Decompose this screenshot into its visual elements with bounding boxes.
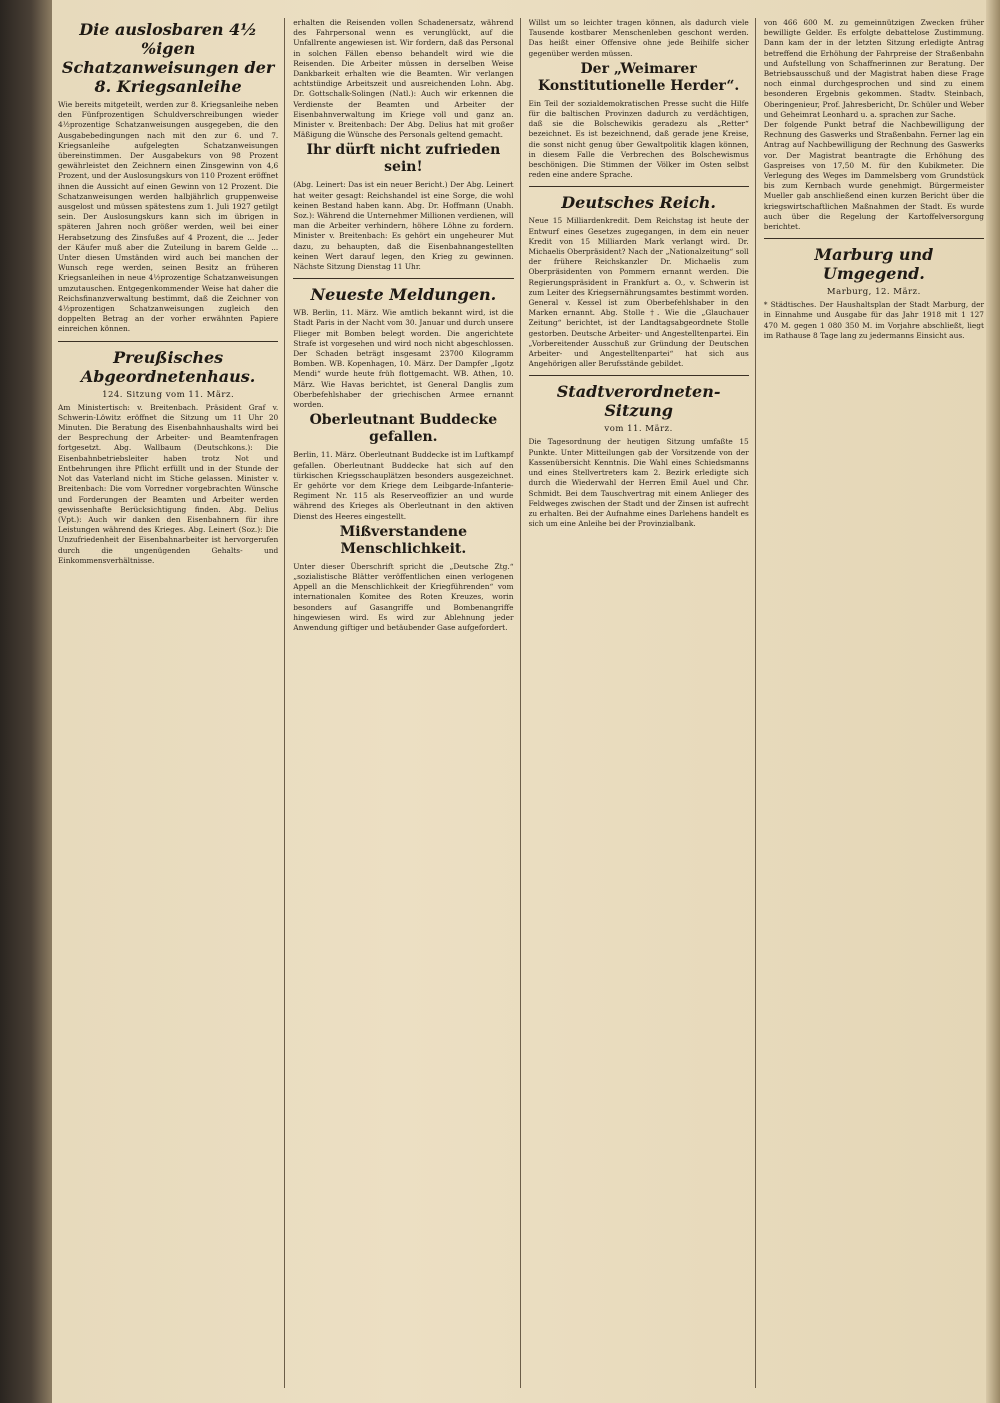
divider <box>529 186 749 187</box>
article-body: WB. Berlin, 11. März. Wie amtlich bekannt wird, ist die Stadt Paris in der Nacht vom 30. Januar und durch unsere Flieger mit Bomben belegt worden. Die angerichtete Strafe ist vorgesehen und wird noch nicht abgeschlossen. Der Schaden beträgt insgesamt 23700 Kilogramm Bomben. WB. Kopenhagen, 10. März. Der Dampfer „Igotz Mendi“ wurde heute früh flottgemacht. WB. Athen, 10. März. Wie Havas berichtet, ist General Danglis zum Oberbefehlshaber der griechischen Armee ernannt worden. <box>293 308 514 410</box>
article-title: Oberleutnant Buddecke gefallen. <box>309 412 498 446</box>
article-title: Mißverstandene Menschlichkeit. <box>339 523 467 557</box>
article-body: Der folgende Punkt betraf die Nachbewilligung der Rechnung des Gaswerks und Straßenbahn. Ferner lag ein Antrag auf Nachbewilligung der Rechnung des Gaswerks vor. Der Magistrat beantragte die Erhöhung des Gaspreises von 17,50 M. für den Kubikmeter. Die Verlegung des Weges im Dammelsberg vom Grundstück bis zum Kernbach wurde genehmigt. Bürgermeister Mueller gab anschließend einen kurzen Bericht über die kriegswirtschaftlichen Maßnahmen der Stadt. Es wurde auch über die Regelung der Kartoffelversorgung berichtet. <box>763 120 984 232</box>
column-3 <box>529 18 756 1388</box>
divider <box>293 278 513 279</box>
column-2 <box>293 18 520 1388</box>
article-body: Wie bereits mitgeteilt, werden zur 8. Kriegsanleihe neben den Fünfprozentigen Schuldverschreibungen wieder 4½prozentige Schatzanweisungen ausgegeben, die den Ausgabebedingungen nach mit den zur 6. und 7. Kriegsanleihe aufgelegten Schatzanweisungen übereinstimmen. Der Ausgabekurs von 98 Prozent gewährleistet den Zeichnern einen Zinsgewinn von 4,6 Prozent, und der Auslosungskurs von 110 Prozent eröffnet ihnen die Aussicht auf einen Gewinn von 12 Prozent. Die Schatzanweisungen werden halbjährlich gruppenweise ausgelost und müssen spätestens zum 1. Juli 1927 getilgt sein. Der Auslosungskurs kann sich im übrigen in späteren Jahren noch größer werden, weil bei einer Herabsetzung des Zinsfußes auf 4 Prozent, die ... Jeder der Käufer muß aber die Zuteilung in barem Gelde ... Unter diesen Umständen wird auch bei manchen der Wunsch rege werden, seinen Besitz an früheren Kriegsanleihen in neue 4½prozentige Schatzanweisungen umzutauschen. Entgegenkommender Weise hat daher die Reichsfinanzverwaltung bestimmt, daß die Zeichner von 4½prozentigen Schatzanweisungen zugleich den doppelten Betrag an der vorher erwähnten Papiere einreichen können. <box>58 100 279 334</box>
article-body: Unter dieser Überschrift spricht die „Deutsche Ztg.“ „sozialistische Blätter veröffentlichen einen verlogenen Appell an die Menschlichkeit der Kriegführenden“ vom internationalen Komitee des Roten Kreuzes, worin besonders auf Gasangriffe und Bombenangriffe hingewiesen wird. Es wird zur Ablehnung jeder Anwendung giftiger und betäubender Gase aufgefordert. <box>293 561 514 632</box>
book-binding <box>0 0 52 1403</box>
article-body: Ein Teil der sozialdemokratischen Presse sucht die Hilfe für die baltischen Provinzen dadurch zu verdächtigen, daß sie die Bolschewikis geradezu als „Retter“ bezeichnet. Es ist bezeichnend, daß gerade jene Kreise, die sonst nicht genug über Gewaltpolitik klagen können, in diesem Falle die Verbrechen des Bolschewismus beschönigen. Die Stimmen der Völker im Osten selbst reden eine andere Sprache. <box>528 98 749 180</box>
article-title: Stadtverordneten-Sitzung <box>556 382 721 421</box>
article-subtitle: vom 11. März. <box>604 424 673 435</box>
columns-container <box>58 18 990 1388</box>
article-title: Die auslosbaren 4½ %igen Schatzanweisungen der 8. Kriegsanleihe <box>61 20 275 96</box>
article-body: Am Ministertisch: v. Breitenbach. Präsident Graf v. Schwerin-Löwitz eröffnet die Sitzung um 11 Uhr 20 Minuten. Die Beratung des Eisenbahnhaushalts wird bei der Besprechung der Arbeiter- und Beamtenfragen fortgesetzt. Abg. Wallbaum (Deutschkons.): Die Eisenbahnbetriebsleiter haben trotz Not und Entbehrungen ihre Pflicht erfüllt und in der Stunde der Not das Vaterland nicht im Stiche gelassen. Minister v. Breitenbach: Die vom Vorredner vorgebrachten Wünsche und Forderungen der Beamten und Arbeiter werden gewissenhafte Berücksichtigung finden. Abg. Delius (Vpt.): Auch wir danken den Eisenbahnern für ihre Leistungen während des Krieges. Abg. Leinert (Soz.): Die Unzufriedenheit der Eisenbahnarbeiter ist hervorgerufen durch die ungenügenden Gehalts- und Einkommensverhältnisse. <box>58 402 279 565</box>
divider <box>58 341 278 342</box>
divider <box>529 375 749 376</box>
divider <box>764 238 984 239</box>
article-title: Preußisches Abgeordnetenhaus. <box>80 347 256 386</box>
article-title: Deutsches Reich. <box>561 193 716 213</box>
article-body: Berlin, 11. März. Oberleutnant Buddecke ist im Luftkampf gefallen. Oberleutnant Buddecke hat sich auf den türkischen Kriegsschauplätzen besonders ausgezeichnet. Er gehörte vor dem Kriege dem Leibgarde-Infanterie-Regiment Nr. 115 als Reserveoffizier an und wurde während des Krieges als Oberleutnant in den aktiven Dienst des Heeres eingestellt. <box>293 450 514 521</box>
article-title: Neueste Meldungen. <box>310 285 497 305</box>
article-body: (Abg. Leinert: Das ist ein neuer Bericht.) Der Abg. Leinert hat weiter gesagt: Reichshandel ist eine Sorge, die wohl keinen Bestand haben kann. Abg. Dr. Hoffmann (Unabh. Soz.): Während die Unternehmer Millionen verdienen, will man die Arbeiter verhindern, höhere Löhne zu fordern. Minister v. Breitenbach: Es gehört ein ungeheurer Mut dazu, zu behaupten, daß die Eisenbahnangestellten keinen Wert darauf legen, den Krieg zu gewinnen. Nächste Sitzung Dienstag 11 Uhr. <box>293 180 514 272</box>
article-body: erhalten die Reisenden vollen Schadenersatz, während des Fahrpersonal wenn es verunglückt, auf die Unfallrente angewiesen ist. Wir fordern, daß das Personal in solchen Fällen ebenso behandelt wird wie die Reisenden. Die Arbeiter müssen in derselben Weise Dankbarkeit erhalten wie die Beamten. Wir verlangen achtstündige Arbeitszeit und ausreichenden Lohn. Abg. Dr. Gottschalk-Solingen (Natl.): Auch wir erkennen die Verdienste der Beamten und Arbeiter der Eisenbahnverwaltung im Kriege voll und ganz an. Minister v. Breitenbach: Der Abg. Delius hat mit großer Mäßigung die Wünsche des Personals geltend gemacht. <box>293 18 514 140</box>
article-body: Die Tagesordnung der heutigen Sitzung umfaßte 15 Punkte. Unter Mitteilungen gab der Vorsitzende von der Kassenübersicht Kenntnis. Die Wahl eines Schiedsmanns und eines Stellvertreters kam 2. Bezirk erledigte sich durch die Wiederwahl der Herren Emil Auel und Chr. Schmidt. Bei dem Tauschvertrag mit einem Anlieger des Feldweges zwischen der Stadt und der Zinsen ist aufrecht zu erhalten. Bei der Aufnahme eines Darlehens handelt es sich um eine Anleihe bei der Provinzialbank. <box>528 437 749 529</box>
article-body: * Städtisches. Der Haushaltsplan der Stadt Marburg, der in Einnahme und Ausgabe für das Jahr 1918 mit 1 127 470 M. gegen 1 080 350 M. im Vorjahre abschließt, liegt im Rathause 8 Tage lang zu jedermanns Einsicht aus. <box>763 300 984 340</box>
article-body: Neue 15 Milliardenkredit. Dem Reichstag ist heute der Entwurf eines Gesetzes zugegangen, in dem ein neuer Kredit von 15 Milliarden Mark verlangt wird. Dr. Michaelis Oberpräsident? Nach der „Nationalzeitung“ soll der frühere Reichskanzler Dr. Michaelis zum Oberpräsidenten von Pommern ernannt werden. Die Regierungspräsident in Frankfurt a. O., v. Schwerin ist zum Leiter des Kriegsernährungsamtes bestimmt worden. General v. Kessel ist zum Oberbefehlshaber in den Marken ernannt. Abg. Stolle †. Wie die „Glauchauer Zeitung“ berichtet, ist der Landtagsabgeordnete Stolle gestorben. Deutsche Arbeiter- und Angestelltenpartei. Ein „Vorbereitender Ausschuß zur Gründung der Deutschen Arbeiter- und Angestelltenpartei“ hat sich aus Angehörigen aller Berufsstände gebildet. <box>528 216 749 369</box>
article-title: Der „Weimarer Konstitutionelle Herder“. <box>537 60 740 94</box>
article-body: Willst um so leichter tragen können, als dadurch viele Tausende kostbarer Menschenleben geschont werden. Das heißt einer Offensive ohne jede Beihilfe sicher gegenüber werden müssen. <box>528 18 749 58</box>
article-subtitle: Marburg, 12. März. <box>826 287 921 298</box>
article-title: Marburg und Umgegend. <box>814 245 934 284</box>
article-body: von 466 600 M. zu gemeinnützigen Zwecken früher bewilligte Gelder. Es erfolgte debattelose Zustimmung. Dann kam der in der letzten Sitzung erledigte Antrag betreffend die Erhöhung der Fahrpreise der Straßenbahn und Aufstellung von Schaffnerinnen zur Beratung. Der Betriebsausschuß und der Magistrat haben diese Frage noch einmal durchgesprochen und sind zu einem besonderen Ergebnis gekommen. Stadtv. Steinbach, Oberingenieur, Prof. Jahresbericht, Dr. Schüler und Weber und Geheimrat Leonhard u. a. sprachen zur Sache. <box>763 18 984 119</box>
article-subtitle: 124. Sitzung vom 11. März. <box>102 389 235 400</box>
column-4 <box>764 18 990 1388</box>
column-1 <box>58 18 285 1388</box>
article-title: Ihr dürft nicht zufrieden sein! <box>306 142 501 176</box>
